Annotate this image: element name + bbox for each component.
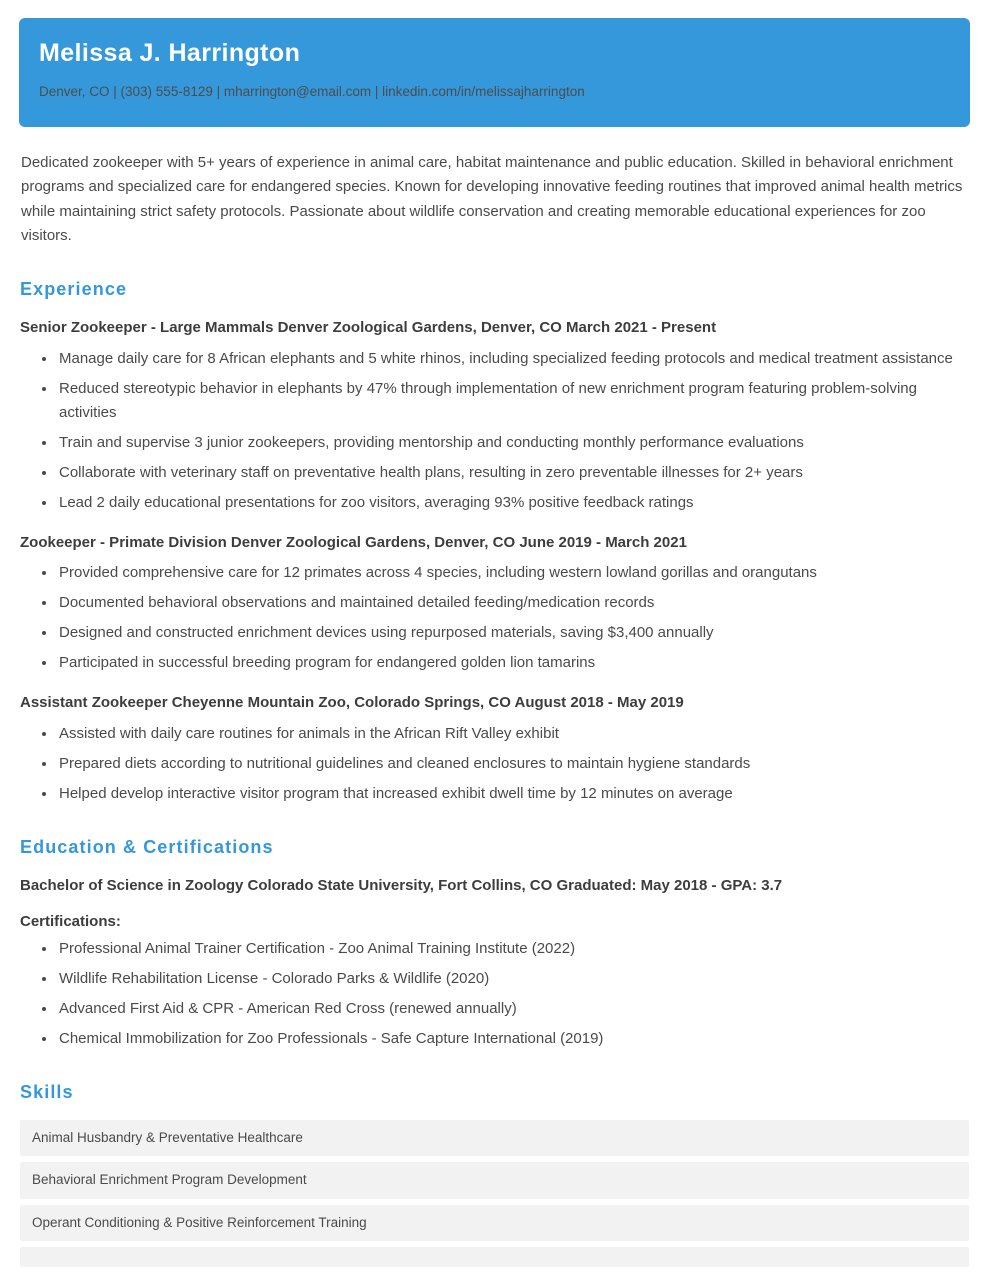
experience-bullets <box>20 561 969 675</box>
candidate-name: Melissa J. Harrington <box>39 39 301 67</box>
skill-item: Animal Husbandry & Preventative Healthcare <box>20 1120 969 1156</box>
list-item: • Lead 2 daily educational presentations for zoo visitors, averaging 93% positive feedback ratings <box>57 491 969 515</box>
list-item: • Reduced stereotypic behavior in elephants by 47% through implementation of new enrichment program featuring problem-solving activities <box>57 377 969 425</box>
section-heading-experience: Experience <box>20 279 128 300</box>
section-heading-education: Education & Certifications <box>20 836 274 857</box>
skill-item: Behavioral Enrichment Program Development <box>20 1162 969 1198</box>
list-item: • Advanced First Aid & CPR - American Red Cross (renewed annually) <box>57 997 969 1021</box>
list-item: • Collaborate with veterinary staff on preventative health plans, resulting in zero preventable illnesses for 2+ years <box>57 461 969 485</box>
experience-bullets <box>20 722 969 806</box>
list-item: • Designed and constructed enrichment devices using repurposed materials, saving $3,400 annually <box>57 621 969 645</box>
experience-bullets <box>20 347 969 515</box>
list-item: • Prepared diets according to nutritional guidelines and cleaned enclosures to maintain hygiene standards <box>57 752 969 776</box>
resume-header-banner <box>19 18 970 127</box>
list-item: • Participated in successful breeding program for endangered golden lion tamarins <box>57 651 969 675</box>
list-item: • Provided comprehensive care for 12 primates across 4 species, including western lowland gorillas and orangutans <box>57 561 969 585</box>
certifications-label: Certifications: <box>20 913 121 931</box>
list-item: • Helped develop interactive visitor program that increased exhibit dwell time by 12 minutes on average <box>57 782 969 806</box>
skill-item: Operant Conditioning & Positive Reinforcement Training <box>20 1205 969 1241</box>
experience-entry-title: Assistant Zookeeper Cheyenne Mountain Zoo, Colorado Springs, CO August 2018 - May 2019 <box>20 694 684 712</box>
resume-body <box>19 151 970 1267</box>
education-degree: Bachelor of Science in Zoology Colorado State University, Fort Collins, CO Graduated: May 2018 - GPA: 3.7 <box>20 876 783 894</box>
section-heading-skills: Skills <box>20 1082 74 1103</box>
professional-summary: Dedicated zookeeper with 5+ years of experience in animal care, habitat maintenance and public education. Skilled in behavioral enrichment programs and specialized care for endangered species. Known for developing innovative feeding routines that improved animal health metrics while maintaining strict safety protocols. Passionate about wildlife conservation and creating memorable educational experiences for zoo visitors. <box>21 154 963 244</box>
list-item: • Chemical Immobilization for Zoo Professionals - Safe Capture International (2019) <box>57 1027 969 1051</box>
list-item: • Manage daily care for 8 African elephants and 5 white rhinos, including specialized feeding protocols and medical treatment assistance <box>57 347 969 371</box>
list-item: • Documented behavioral observations and maintained detailed feeding/medication records <box>57 591 969 615</box>
experience-entry-title: Senior Zookeeper - Large Mammals Denver Zoological Gardens, Denver, CO March 2021 - Present <box>20 319 717 337</box>
experience-entry-title: Zookeeper - Primate Division Denver Zoological Gardens, Denver, CO June 2019 - March 2021 <box>20 533 687 551</box>
list-item: • Assisted with daily care routines for animals in the African Rift Valley exhibit <box>57 722 969 746</box>
contact-line: Denver, CO | (303) 555-8129 | mharrington@email.com | linkedin.com/in/melissajharrington <box>39 84 585 100</box>
list-item: • Professional Animal Trainer Certification - Zoo Animal Training Institute (2022) <box>57 937 969 961</box>
skills-list <box>20 1120 969 1267</box>
list-item: • Train and supervise 3 junior zookeepers, providing mentorship and conducting monthly performance evaluations <box>57 431 969 455</box>
skill-item <box>20 1247 969 1267</box>
certifications-list <box>20 937 969 1051</box>
list-item: • Wildlife Rehabilitation License - Colorado Parks & Wildlife (2020) <box>57 967 969 991</box>
